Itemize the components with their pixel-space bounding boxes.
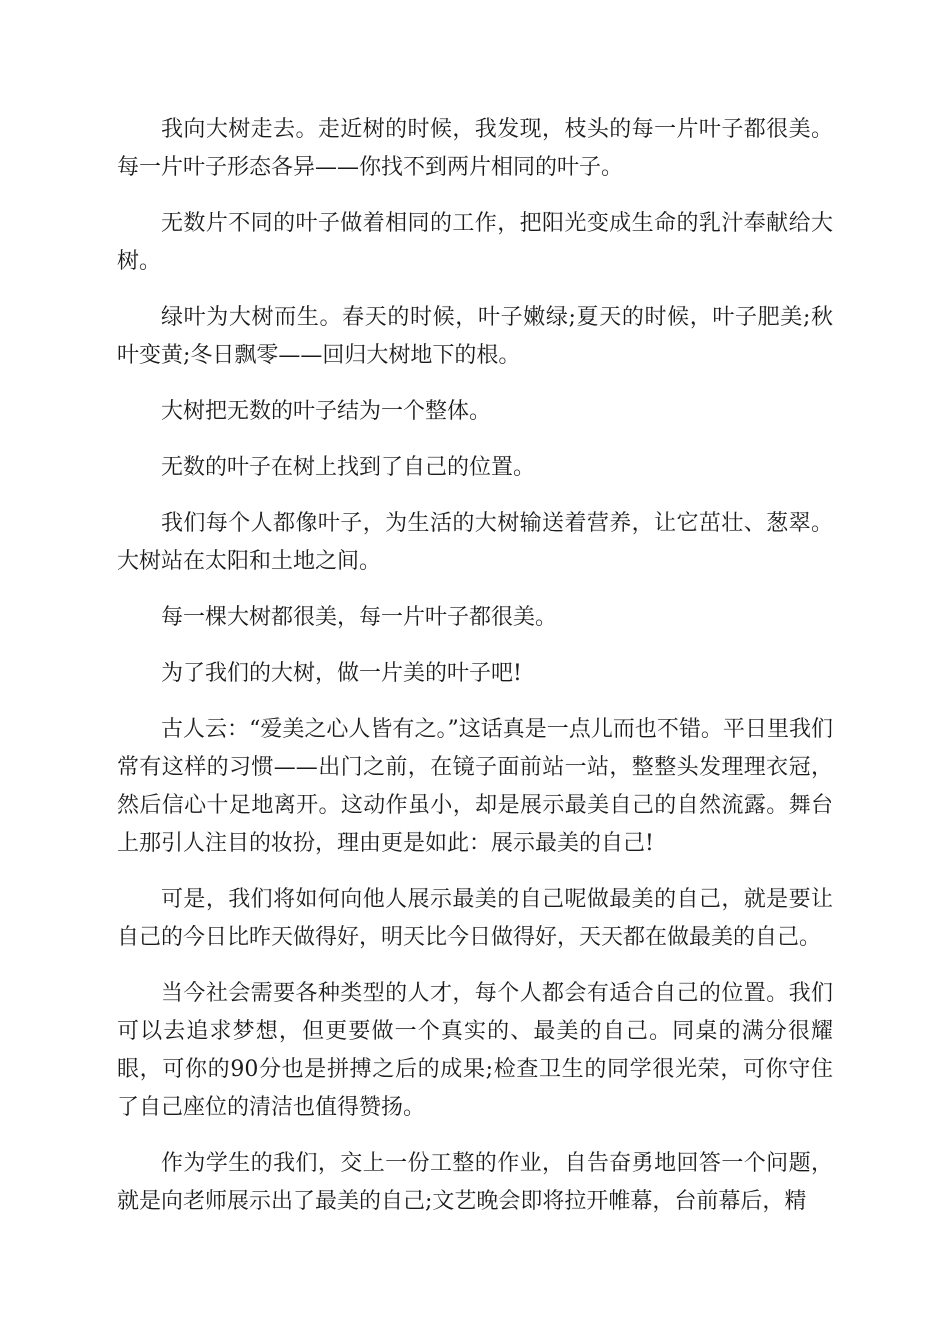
document-body [117,111,833,1239]
paragraph: 可是，我们将如何向他人展示最美的自己呢做最美的自己，就是要让自己的今日比昨天做得好，明天比今日做得好，天天都在做最美的自己。 [117,887,833,950]
paragraph: 绿叶为大树而生。春天的时候，叶子嫩绿;夏天的时候，叶子肥美;秋叶变黄;冬日飘零——回归大树地下的根。 [117,305,833,368]
paragraph: 无数的叶子在树上找到了自己的位置。 [161,455,536,480]
paragraph: 当今社会需要各种类型的人才，每个人都会有适合自己的位置。我们可以去追求梦想，但更要做一个真实的、最美的自己。同桌的满分很耀眼，可你的90分也是拼搏之后的成果;检查卫生的同学很光荣，可你守住了自己座位的清洁也值得赞扬。 [117,981,833,1120]
paragraph: 每一棵大树都很美，每一片叶子都很美。 [161,605,558,630]
paragraph: 我们每个人都像叶子，为生活的大树输送着营养，让它茁壮、葱翠。大树站在太阳和土地之间。 [117,511,833,574]
paragraph: 作为学生的我们，交上一份工整的作业，自告奋勇地回答一个问题，就是向老师展示出了最美的自己;文艺晚会即将拉开帷幕，台前幕后，精 [117,1151,833,1214]
paragraph: 我向大树走去。走近树的时候，我发现，枝头的每一片叶子都很美。每一片叶子形态各异——你找不到两片相同的叶子。 [117,117,833,180]
paragraph: 为了我们的大树，做一片美的叶子吧! [161,661,522,686]
paragraph: 古人云：“爱美之心人皆有之。”这话真是一点儿而也不错。平日里我们常有这样的习惯——出门之前，在镜子面前站一站，整整头发理理衣冠，然后信心十足地离开。这动作虽小，却是展示最美自己的自然流露。舞台上那引人注目的妆扮，理由更是如此：展示最美的自己! [117,717,833,856]
paragraph: 大树把无数的叶子结为一个整体。 [161,399,492,424]
paragraph: 无数片不同的叶子做着相同的工作，把阳光变成生命的乳汁奉献给大树。 [117,211,833,274]
